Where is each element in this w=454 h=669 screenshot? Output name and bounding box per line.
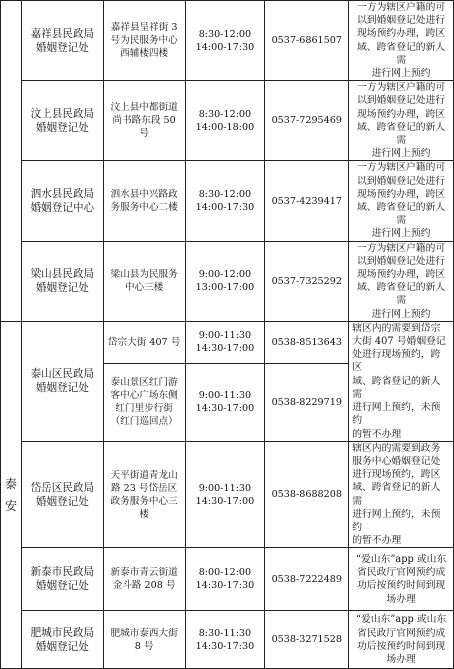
office-hours: 8:30-11:30 14:30-17:30 xyxy=(185,611,265,669)
office-address: 天平街道青龙山 路 23 号岱岳区 政务服务中心三 楼 xyxy=(103,441,185,548)
booking-note: 辖区内的需要到政务 服务中心婚姻登记处 进行现场预约，跨区 域、跨省登记的新人需 进行网上预约，未预约 的暂不办理 xyxy=(349,441,454,548)
office-phone: 0538-7222489 xyxy=(265,548,349,611)
office-name: 新泰市民政局 婚姻登记处 xyxy=(21,548,103,611)
booking-note: 辖区内的需要到岱宗 大街 407 号婚姻登记 处进行现场预约，跨区 域、跨省登记的新人需 进行网上预约，未预约 的暂不办理 xyxy=(349,321,454,441)
table-row xyxy=(1,81,454,161)
office-name: 泗水县民政局 婚姻登记中心 xyxy=(21,161,103,241)
office-hours: 9:00-11:30 14:30-17:00 xyxy=(185,321,265,363)
booking-note: 一方为辖区户籍的可 以到婚姻登记处进行 现场预约办理，跨区 域、跨省登记的新人需 进行网上预约 xyxy=(349,1,454,81)
office-phone: 0538-8513643 xyxy=(265,321,349,363)
office-address: 肥城市泰西大街 8 号 xyxy=(103,611,185,669)
office-address: 泰山景区红门游 客中心广场东侧 红门里步行街 （红门巡回点） xyxy=(103,363,185,441)
city-name: 泰 安 xyxy=(1,321,22,668)
office-address: 汶上县中都街道 尚书路东段 50 号 xyxy=(103,81,185,161)
office-phone: 0537-7325292 xyxy=(265,241,349,321)
table-row xyxy=(1,241,454,321)
office-address: 嘉祥县呈祥街 3 号为民服务中心 西辅楼四楼 xyxy=(103,1,185,81)
city-cell xyxy=(1,81,22,161)
office-name: 泰山区民政局 婚姻登记处 xyxy=(21,321,103,441)
office-address: 梁山县为民服务 中心三楼 xyxy=(103,241,185,321)
table-row xyxy=(1,161,454,241)
city-cell xyxy=(1,1,22,81)
office-hours: 9:00-11:30 14:30-17:00 xyxy=(185,441,265,548)
office-phone: 0537-7295469 xyxy=(265,81,349,161)
office-hours: 8:30-12:00 14:00-17:30 xyxy=(185,1,265,81)
office-name: 汶上县民政局 婚姻登记处 xyxy=(21,81,103,161)
office-phone: 0537-6861507 xyxy=(265,1,349,81)
city-cell xyxy=(1,161,22,241)
booking-note: 一方为辖区户籍的可 以到婚姻登记处进行 现场预约办理，跨区 域、跨省登记的新人需 进行网上预约 xyxy=(349,161,454,241)
office-phone: 0537-4239417 xyxy=(265,161,349,241)
office-hours: 9:00-11:30 14:30-17:00 xyxy=(185,363,265,441)
office-hours: 8:30-12:00 14:00-18:00 xyxy=(185,81,265,161)
table-row xyxy=(1,611,454,669)
office-name: 梁山县民政局 婚姻登记处 xyxy=(21,241,103,321)
office-name: 岱岳区民政局 婚姻登记处 xyxy=(21,441,103,548)
office-address: 泗水县中兴路政 务服务中心二楼 xyxy=(103,161,185,241)
booking-note: 一方为辖区户籍的可 以到婚姻登记处进行 现场预约办理，跨区 域、跨省登记的新人需 进行网上预约 xyxy=(349,241,454,321)
table-row xyxy=(1,1,454,81)
booking-note: “爱山东”app 或山东 省民政厅官网预约成 功后按预约时间到现 场办理 xyxy=(349,548,454,611)
city-cell xyxy=(1,241,22,321)
table-row xyxy=(1,548,454,611)
office-phone: 0538-8229719 xyxy=(265,363,349,441)
table-row xyxy=(1,321,454,363)
office-phone: 0538-3271528 xyxy=(265,611,349,669)
office-name: 嘉祥县民政局 婚姻登记处 xyxy=(21,1,103,81)
office-address: 新泰市青云街道 金斗路 208 号 xyxy=(103,548,185,611)
office-hours: 9:00-12:00 13:00-17:00 xyxy=(185,241,265,321)
office-phone: 0538-8688208 xyxy=(265,441,349,548)
office-address: 岱宗大街 407 号 xyxy=(103,321,185,363)
table-row xyxy=(1,441,454,548)
office-hours: 8:30-12:00 14:00-17:30 xyxy=(185,161,265,241)
office-hours: 8:00-12:00 14:30-17:30 xyxy=(185,548,265,611)
office-name: 肥城市民政局 婚姻登记处 xyxy=(21,611,103,669)
booking-note: 一方为辖区户籍的可 以到婚姻登记处进行 现场预约办理，跨区 域、跨省登记的新人需 进行网上预约 xyxy=(349,81,454,161)
booking-note: “爱山东”app 或山东 省民政厅官网预约成 功后按预约时间到现 场办理 xyxy=(349,611,454,669)
